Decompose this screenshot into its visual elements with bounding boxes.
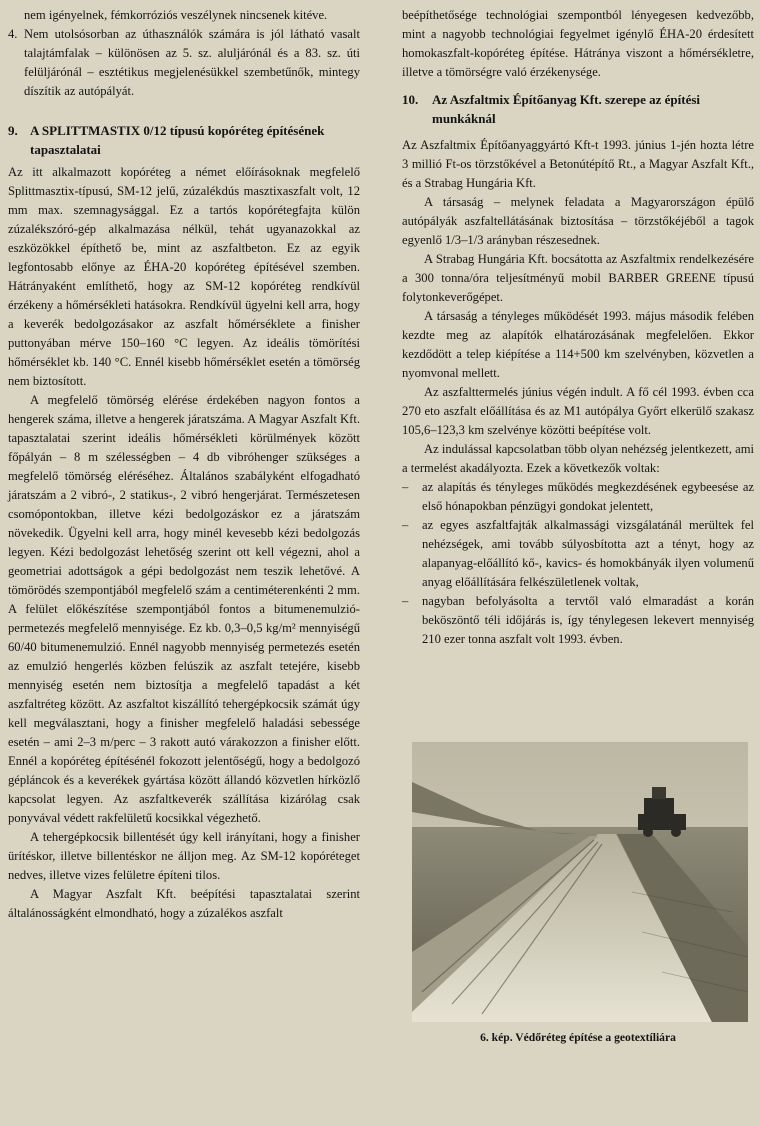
list-item (402, 592, 754, 649)
paragraph: Az Aszfaltmix Építőanyaggyártó Kft-t 1993. június 1-jén hozta létre 3 millió Ft-os törzstőkével a Betonútépítő Rt., a Magyar Aszfalt Kft., és a Strabag Hungária Kft. (402, 138, 754, 190)
paragraph: Az aszfalttermelés június végén indult. A fő cél 1993. évben cca 270 eto aszfalt előállítása és az M1 autópálya Győrt elkerülő szakasz 105,6–123,3 km szelvénye közötti beépítése volt. (402, 385, 754, 437)
section-number: 10. (402, 92, 419, 107)
dash-marker: – (402, 480, 409, 494)
left-column (8, 6, 360, 923)
right-column (402, 6, 754, 649)
paragraph: A Strabag Hungária Kft. bocsátotta az Aszfaltmix rendelkezésére a 300 tonna/óra teljesítményű mobil BARBER GREENE típusú folytonkeverőgépet. (402, 252, 754, 304)
list-item-4 (8, 25, 360, 101)
section-number: 9. (8, 123, 18, 138)
section-10-heading (402, 90, 754, 128)
photo-caption: 6. kép. Védőréteg építése a geotextíliára (480, 1031, 676, 1044)
paragraph: Az indulással kapcsolatban több olyan nehézség jelentkezett, ami a termelést akadályozta. Ezek a következők voltak: (402, 442, 754, 475)
paragraph: beépíthetősége technológiai szempontból lényegesen kedvezőbb, mint a nagyobb technológiai fegyelmet igénylő ÉHA-20 érdesített homokaszfalt-kopóréteg építése. Hátránya viszont a hőmérsékletre, illetve a tömörségre való érzékenysége. (402, 8, 754, 79)
list-item-text: az egyes aszfaltfajták alkalmassági vizsgálatánál merültek fel nehézségek, ami tovább súlyosbította azt a tényt, hogy az alapanyag-előállító kő-, kavics- és homokbányák ilyen volumenű anyag előállítására felkészületlenek voltak, (422, 518, 754, 589)
section-9-heading (8, 121, 360, 159)
paragraph: A Magyar Aszfalt Kft. beépítési tapasztalatai szerint általánosságként elmondható, hogy a zúzalékos aszfalt (8, 887, 360, 920)
dash-marker: – (402, 594, 409, 608)
list-item-text: nagyban befolyásolta a tervtől való elmaradást a korán beköszöntő téli időjárás is, így ténylegesen lekevert mennyiség 210 ezer tonna aszfalt volt 1993. évben. (422, 594, 754, 646)
paragraph: A társaság – melynek feladata a Magyarországon épülő autópályák aszfaltellátásának biztosítása – törzstőkéjéből a tagok egyenlő 1/3–1/3 arányban részesednek. (402, 195, 754, 247)
section-title: A SPLITTMASTIX 0/12 típusú kopóréteg építésének tapasztalatai (30, 123, 325, 157)
list-item-3-tail: nem igényelnek, fémkorróziós veszélynek nincsenek kitéve. (24, 8, 328, 22)
list-item (402, 516, 754, 592)
list-item-text: Nem utolsósorban az úthasználók számára is jól látható vasalt talajtámfalak – különösen az 5. sz. aluljárónál és a 83. sz. úti felüljárónál – esztétikus megjelenésükkel szembetűnők, mintegy díszítik az autópályát. (24, 27, 360, 98)
paragraph: Az itt alkalmazott kopóréteg a német előírásoknak megfelelő Splittmasztix-típusú, SM-12 jelű, zúzalékdús masztixaszfalt volt, 12 mm max. szemnagysággal. Ez a tartós kopórétegfajta külön zúzalékszóró-gép alkalmazása nélkül, tehát ugyanazokkal az eszközökkel építhető be, mint az aszfaltbeton. Ez az egyik legfontosabb előnye az ÉHA-20 kopóréteg építésével szemben. Hátrányaként említhető, hogy az SM-12 kopóréteg rendkívül érzékeny a hőmérsékleti hatásokra. Rendkívül ügyelni kell arra, hogy a keverék bedolgozásakor az aszfalt hőmérséklete a finisher puttonyában mérve 150–160 °C legyen. Az ideális tömörítési hőmérséklet kb. 140 °C. Ennél kisebb hőmérséklet esetén a tömörség nem biztosított. (8, 165, 360, 388)
paragraph: A tehergépkocsik billentését úgy kell irányítani, hogy a finisher ürítéskor, illetve billentéskor ne álljon meg. Az SM-12 kopóréteget nedves, illetve vizes felületre építeni tilos. (8, 830, 360, 882)
list-item (402, 478, 754, 516)
paragraph: A társaság a tényleges működését 1993. május második felében kezdte meg az alapítók elhatározásának megfelelően. Ekkor kezdődött a telep kiépítése a 114+500 km szelvényben, közvetlen a nyomvonal mellett. (402, 309, 754, 380)
list-item-text: az alapítás és tényleges működés megkezdésének egybeesése az első hónapokban pénzügyi gondokat jelentett, (422, 480, 754, 513)
list-item-number: 4. (8, 27, 18, 41)
road-construction-photo (412, 742, 748, 1022)
dash-marker: – (402, 518, 409, 532)
section-title: Az Aszfaltmix Építőanyag Kft. szerepe az építési munkáknál (432, 92, 701, 126)
paragraph: A megfelelő tömörség elérése érdekében nagyon fontos a hengerek száma, illetve a hengerek járatszáma. A Magyar Aszfalt Kft. tapasztalatai szerint ideális hőmérsékleti körülmények között főpályán – 8 m szélességben – 4 db vibróhenger szükséges a megfelelő tömörség eléréséhez. Általános szabályként elfogadható járatszám a 2 vibró-, 2 statikus-, 2 vibró hengerjárat. Természetesen csomópontokban, illetve kézi bedolgozáskor ez a járatszám növekedik. Ügyelni kell arra, hogy minél kevesebb kézi bedolgozás legyen. Kézi bedolgozást lehetőség szerint ott kell végezni, ahol a geometriai adottságok a gépi bedolgozást nem teszik lehetővé. A tömörödés szempontjából megfelelő szám a centiméterenkénti 2 mm. A felület előkészítése szempontjából fontos a bitumenemulzió-permetezés megfelelő mennyisége. Ez kb. 0,3–0,5 kg/m² mennyiségű 60/40 bitumenemulzió. Ennél nagyobb mennyiség permetezés esetén az emulzió hengerlés közben felúszik az aszfalt tetejére, kisebb mennyiség esetén nem biztosítja a megfelelő tapadást a két aszfaltréteg között. Az aszfaltot kiszállító tehergépkocsik számát úgy kell megválasztani, hogy a finisher megfelelő haladási sebessége esetén – ami 2–3 m/perc – 3 rakott autó várakozzon a finisher előtt. Ennél a kopóréteg építésénél fokozott jelentőségű, hogy a bedolgozó gépláncok és a keverékek gyártása között állandó közvetlen hírközlő kapcsolat legyen. Az aszfaltkeverék szállítása kizárólag csak ponyvával védett rakfelületű kocsikkal végezhető. (8, 393, 360, 825)
road-photo-illustration (412, 742, 748, 1022)
